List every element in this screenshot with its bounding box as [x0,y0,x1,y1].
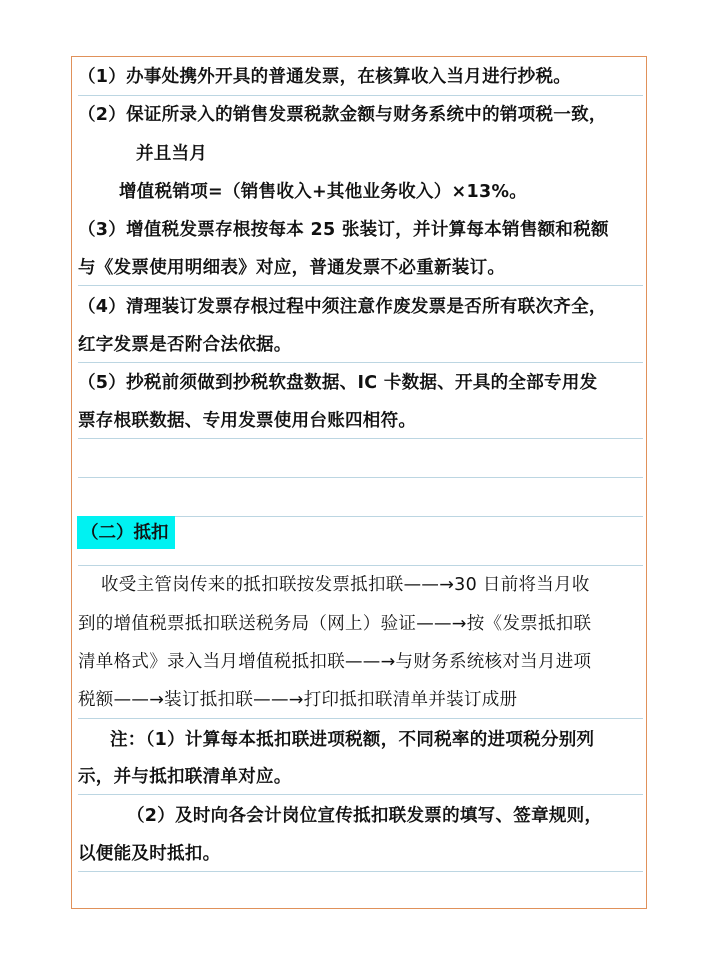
rule-line [78,794,643,795]
rule-line [78,565,643,566]
item-1-text: （1）办事处携外开具的普通发票，在核算收入当月进行抄税。 [78,67,572,87]
item-5-text-line1: （5）抄税前须做到抄税软盘数据、IC 卡数据、开具的全部专用发 [78,373,598,393]
vat-formula: 增值税销项=（销售收入+其他业务收入）×13%。 [119,182,528,202]
flow-text-line4: 税额——→装订抵扣联——→打印抵扣联清单并装订成册 [78,690,518,710]
item-3-text-line2: 与《发票使用明细表》对应，普通发票不必重新装订。 [78,258,506,278]
rule-line [78,438,643,439]
item-2-text-line2: 并且当月 [136,144,208,164]
flow-text-line1: 收受主管岗传来的抵扣联按发票抵扣联——→30 日前将当月收 [101,575,590,595]
item-4-text-line2: 红字发票是否附合法依据。 [78,335,292,355]
item-4-text-line1: （4）清理装订发票存根过程中须注意作废发票是否所有联次齐全， [78,297,607,317]
rule-line [78,362,643,363]
rule-line [78,285,643,286]
note-2-line2: 以便能及时抵扣。 [78,844,221,864]
item-5-text-line2: 票存根联数据、专用发票使用台账四相符。 [78,411,417,431]
rule-line [78,718,643,719]
flow-text-line3: 清单格式》录入当月增值税抵扣联——→与财务系统核对当月进项 [78,652,592,672]
rule-line [78,95,643,96]
rule-line [78,477,643,478]
item-2-text-line1: （2）保证所录入的销售发票税款金额与财务系统中的销项税一致， [78,105,607,125]
flow-text-line2: 到的增值税票抵扣联送税务局（网上）验证——→按《发票抵扣联 [78,614,592,634]
note-2-line1: （2）及时向各会计岗位宣传抵扣联发票的填写、签章规则， [127,806,603,826]
section-heading-highlight [77,516,175,549]
item-3-text-line1: （3）增值税发票存根按每本 25 张装订，并计算每本销售额和税额 [78,220,609,240]
rule-line [78,871,643,872]
section-heading-deduction: （二）抵扣 [81,523,169,543]
note-1-line1: 注：（1）计算每本抵扣联进项税额，不同税率的进项税分别列 [110,730,595,750]
note-1-line2: 示，并与抵扣联清单对应。 [78,767,292,787]
